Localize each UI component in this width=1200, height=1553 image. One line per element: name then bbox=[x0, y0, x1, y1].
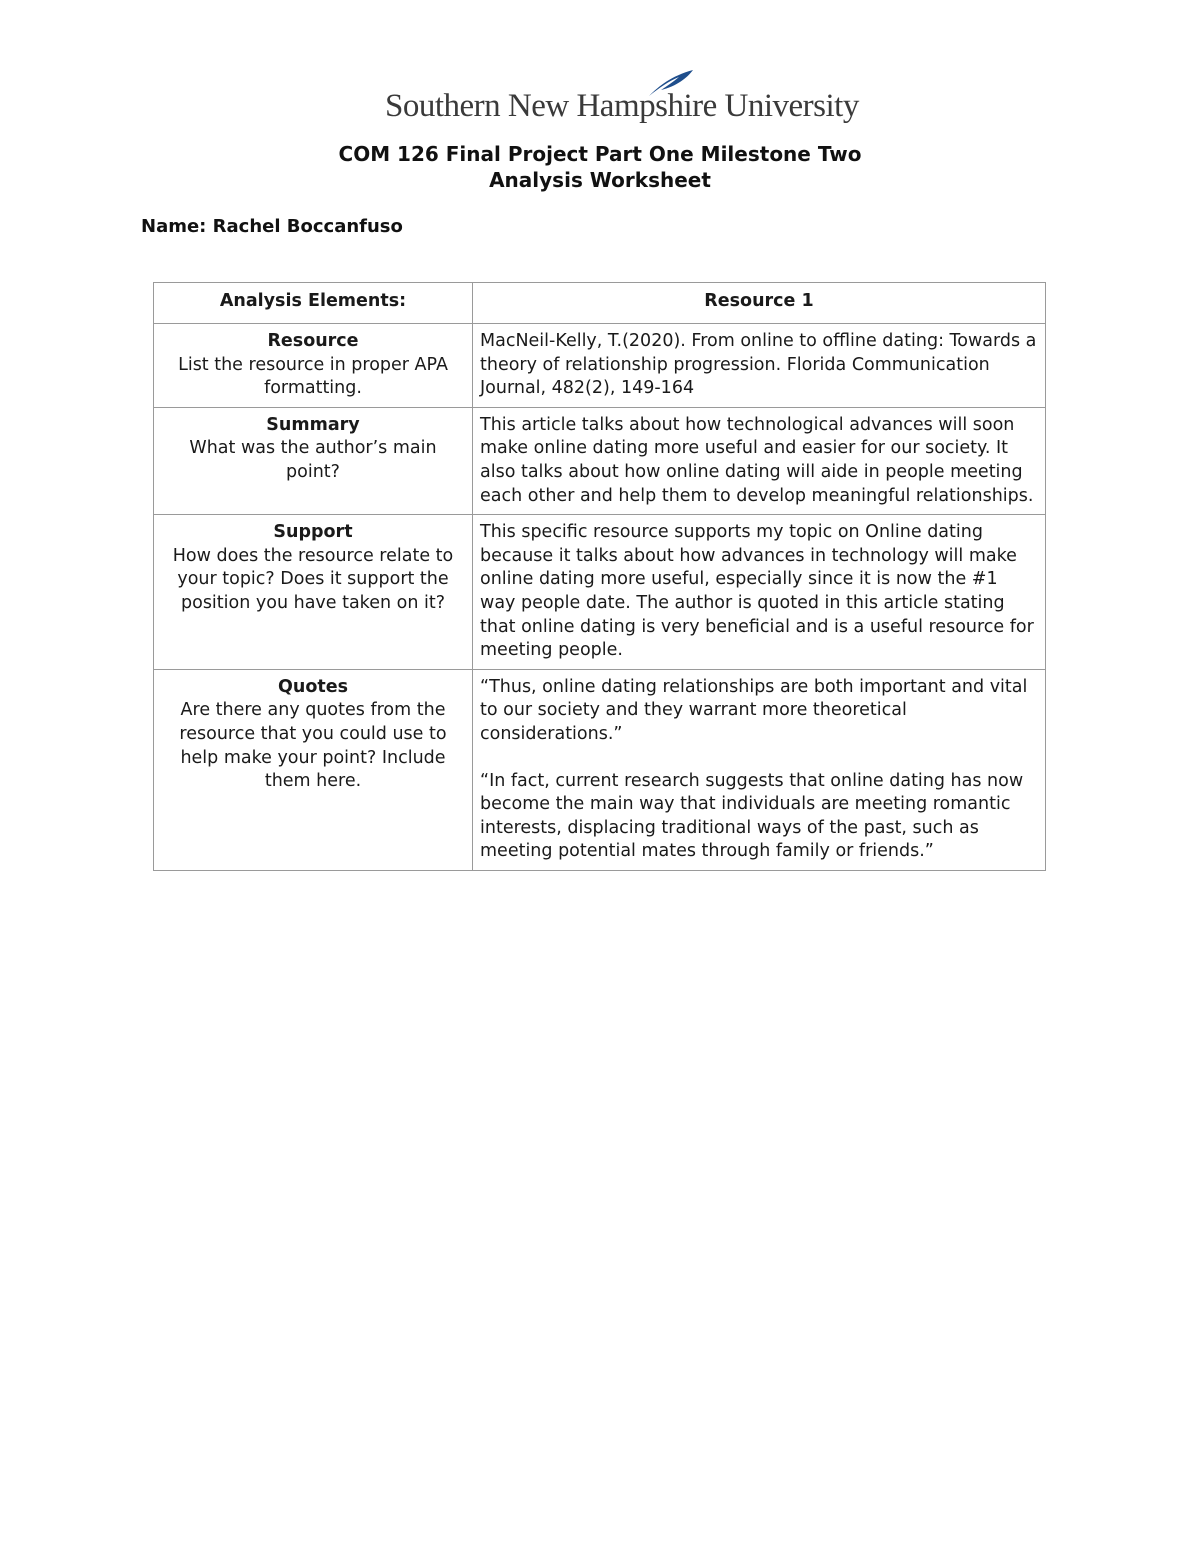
resource-text: This specific resource supports my topic on Online dating because it talks about how advances in technology will make online dating more useful, especially since it is now the #1 way people date. The author is quoted in this article stating that online dating is very beneficial and is a useful resource for meeting people. bbox=[480, 522, 1034, 661]
element-description: How does the resource relate to your topic? Does it support the position you have taken on it? bbox=[172, 545, 454, 613]
quote-text: “Thus, online dating relationships are both important and vital to our society and they warrant more theoretical considerations.” bbox=[480, 676, 1028, 744]
logo-wordmark: Southern New Hampshire University bbox=[385, 88, 859, 124]
element-description: List the resource in proper APA formatting. bbox=[178, 354, 448, 399]
resource-cell bbox=[473, 669, 1046, 870]
element-cell bbox=[154, 324, 473, 408]
element-cell bbox=[154, 515, 473, 670]
table-header-row bbox=[154, 283, 1046, 324]
table-row-support bbox=[154, 515, 1046, 670]
element-description: What was the author’s main point? bbox=[189, 438, 437, 482]
element-heading: Support bbox=[273, 522, 353, 543]
document-title: COM 126 Final Project Part One Milestone Two bbox=[338, 142, 862, 166]
element-cell bbox=[154, 407, 473, 514]
element-heading: Summary bbox=[266, 414, 360, 435]
resource-cell bbox=[473, 324, 1046, 408]
quote-text: “In fact, current research suggests that online dating has now become the main way that individuals are meeting romantic interests, displacing traditional ways of the past, such as meeting potential mates through family or friends.” bbox=[480, 770, 1024, 862]
element-heading: Quotes bbox=[277, 676, 348, 697]
student-name: Name: Rachel Boccanfuso bbox=[141, 216, 403, 237]
column-header-resource: Resource 1 bbox=[473, 283, 1046, 324]
resource-text: This article talks about how technological advances will soon make online dating more useful and easier for our society. It also talks about how online dating will aide in people meeting each other and help them to develop meaningful relationships. bbox=[480, 414, 1034, 506]
table-row-summary bbox=[154, 407, 1046, 514]
table-row-resource bbox=[154, 324, 1046, 408]
element-description: Are there any quotes from the resource that you could use to help make your point? Include them here. bbox=[179, 700, 447, 792]
resource-text: MacNeil-Kelly, T.(2020). From online to offline dating: Towards a theory of relationship progression. Florida Communication Journal, 482(2), 149-164 bbox=[480, 331, 1037, 399]
table-row-quotes bbox=[154, 669, 1046, 870]
document-subtitle: Analysis Worksheet bbox=[489, 168, 711, 192]
university-logo bbox=[385, 68, 859, 138]
column-header-analysis-elements: Analysis Elements: bbox=[154, 283, 473, 324]
element-heading: Resource bbox=[267, 331, 359, 351]
resource-cell bbox=[473, 407, 1046, 514]
analysis-table bbox=[153, 282, 1046, 871]
resource-cell bbox=[473, 515, 1046, 670]
element-cell bbox=[154, 669, 473, 870]
